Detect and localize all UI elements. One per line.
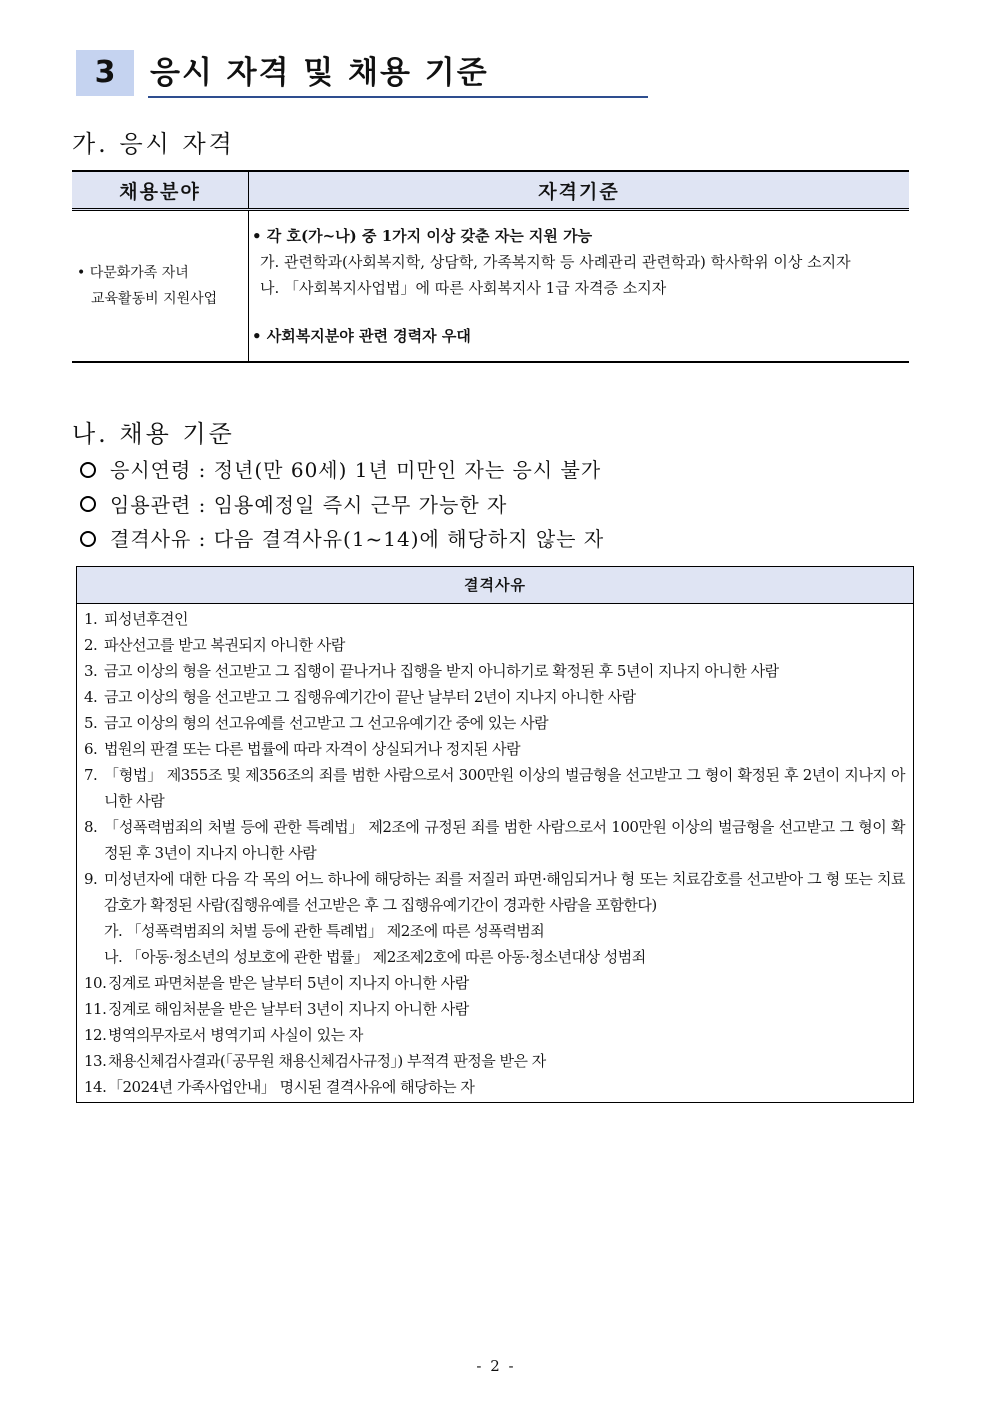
page-number: - 2 - <box>476 1357 516 1375</box>
hiring-bullet: 응시연령 : 정년(만 60세) 1년 미만인 자는 응시 불가 <box>80 453 604 488</box>
circle-bullet-icon <box>80 462 96 478</box>
section-title-underline <box>148 96 648 98</box>
list-item: 2. 파산선고를 받고 복권되지 아니한 사람 <box>84 636 345 654</box>
qualification-table <box>72 170 909 363</box>
list-item: 1. 피성년후견인 <box>84 610 188 628</box>
list-item: 13. 채용신체검사결과(「공무원 채용신체검사규정」) 부적격 판정을 받은 자 <box>84 1052 546 1070</box>
disqualification-box <box>76 566 914 1103</box>
list-item: 7. 「형법」 제355조 및 제356조의 죄를 범한 사람으로서 300만원 이상의 벌금형을 선고받고 그 형이 확정된 후 2년이 지나지 아니한 사람 <box>84 766 905 810</box>
hiring-criteria-list <box>80 453 604 557</box>
qualification-subtitle: 가. 응시 자격 <box>72 130 235 158</box>
list-item: 6. 법원의 판결 또는 다른 법률에 따라 자격이 상실되거나 정지된 사람 <box>84 740 521 758</box>
list-item: 4. 금고 이상의 형을 선고받고 그 집행유예기간이 끝난 날부터 2년이 지나지 아니한 사람 <box>84 688 636 706</box>
field-cell <box>72 210 249 363</box>
field-line-2: 교육활동비 지원사업 <box>91 291 218 307</box>
criteria-preference: • 사회복지분야 관련 경력자 우대 <box>252 327 471 345</box>
criteria-item-a: 가. 관련학과(사회복지학, 상담학, 가족복지학 등 사례관리 관련학과) 학사학위 이상 소지자 <box>260 253 851 271</box>
list-item: 11. 징계로 해임처분을 받은 날부터 3년이 지나지 아니한 사람 <box>84 1000 469 1018</box>
list-item: 8. 「성폭력범죄의 처벌 등에 관한 특례법」 제2조에 규정된 죄를 범한 사람으로서 100만원 이상의 벌금형을 선고받고 그 형이 확정된 후 3년이 지나지 아니한 사람 <box>84 818 905 862</box>
list-item: 5. 금고 이상의 형의 선고유예를 선고받고 그 선고유예기간 중에 있는 사람 <box>84 714 549 732</box>
list-sub-item: 나. 「아동·청소년의 성보호에 관한 법률」 제2조제2호에 따른 아동·청소년대상 성범죄 <box>104 948 646 966</box>
circle-bullet-icon <box>80 531 96 547</box>
criteria-item-b: 나. 「사회복지사업법」에 따른 사회복지사 1급 자격증 소지자 <box>260 279 667 297</box>
field-line-1: • 다문화가족 자녀 <box>77 265 189 281</box>
hiring-bullet: 결격사유 : 다음 결격사유(1~14)에 해당하지 않는 자 <box>80 522 604 557</box>
section-header <box>76 50 648 98</box>
section-number-badge: 3 <box>76 50 134 96</box>
qualification-row <box>72 210 909 363</box>
criteria-lead: • 각 호(가~나) 중 1가지 이상 갖춘 자는 지원 가능 <box>252 227 593 245</box>
criteria-cell <box>249 210 910 363</box>
list-item: 3. 금고 이상의 형을 선고받고 그 집행이 끝나거나 집행을 받지 아니하기로 확정된 후 5년이 지나지 아니한 사람 <box>84 662 779 680</box>
circle-bullet-icon <box>80 496 96 512</box>
qualification-table-header <box>72 171 909 210</box>
header-field: 채용분야 <box>72 171 249 210</box>
list-item: 12. 병역의무자로서 병역기피 사실이 있는 자 <box>84 1026 363 1044</box>
hiring-subtitle: 나. 채용 기준 <box>72 420 235 448</box>
list-item: 9. 미성년자에 대한 다음 각 목의 어느 하나에 해당하는 죄를 저질러 파면·해임되거나 형 또는 치료감호를 선고받아 그 형 또는 치료감호가 확정된 사람(집행유예를 선고받은 후 그 집행유예기간이 경과한 사람을 포함한다) <box>84 870 905 914</box>
disqualification-list <box>77 604 913 1102</box>
section-title: 응시 자격 및 채용 기준 <box>150 55 489 91</box>
list-item: 14. 「2024년 가족사업안내」 명시된 결격사유에 해당하는 자 <box>84 1078 475 1096</box>
header-criteria: 자격기준 <box>249 171 910 210</box>
hiring-bullet: 임용관련 : 임용예정일 즉시 근무 가능한 자 <box>80 488 604 523</box>
list-item: 10. 징계로 파면처분을 받은 날부터 5년이 지나지 아니한 사람 <box>84 974 469 992</box>
disqualification-header: 결격사유 <box>77 567 913 604</box>
list-sub-item: 가. 「성폭력범죄의 처벌 등에 관한 특례법」 제2조에 따른 성폭력범죄 <box>104 922 545 940</box>
